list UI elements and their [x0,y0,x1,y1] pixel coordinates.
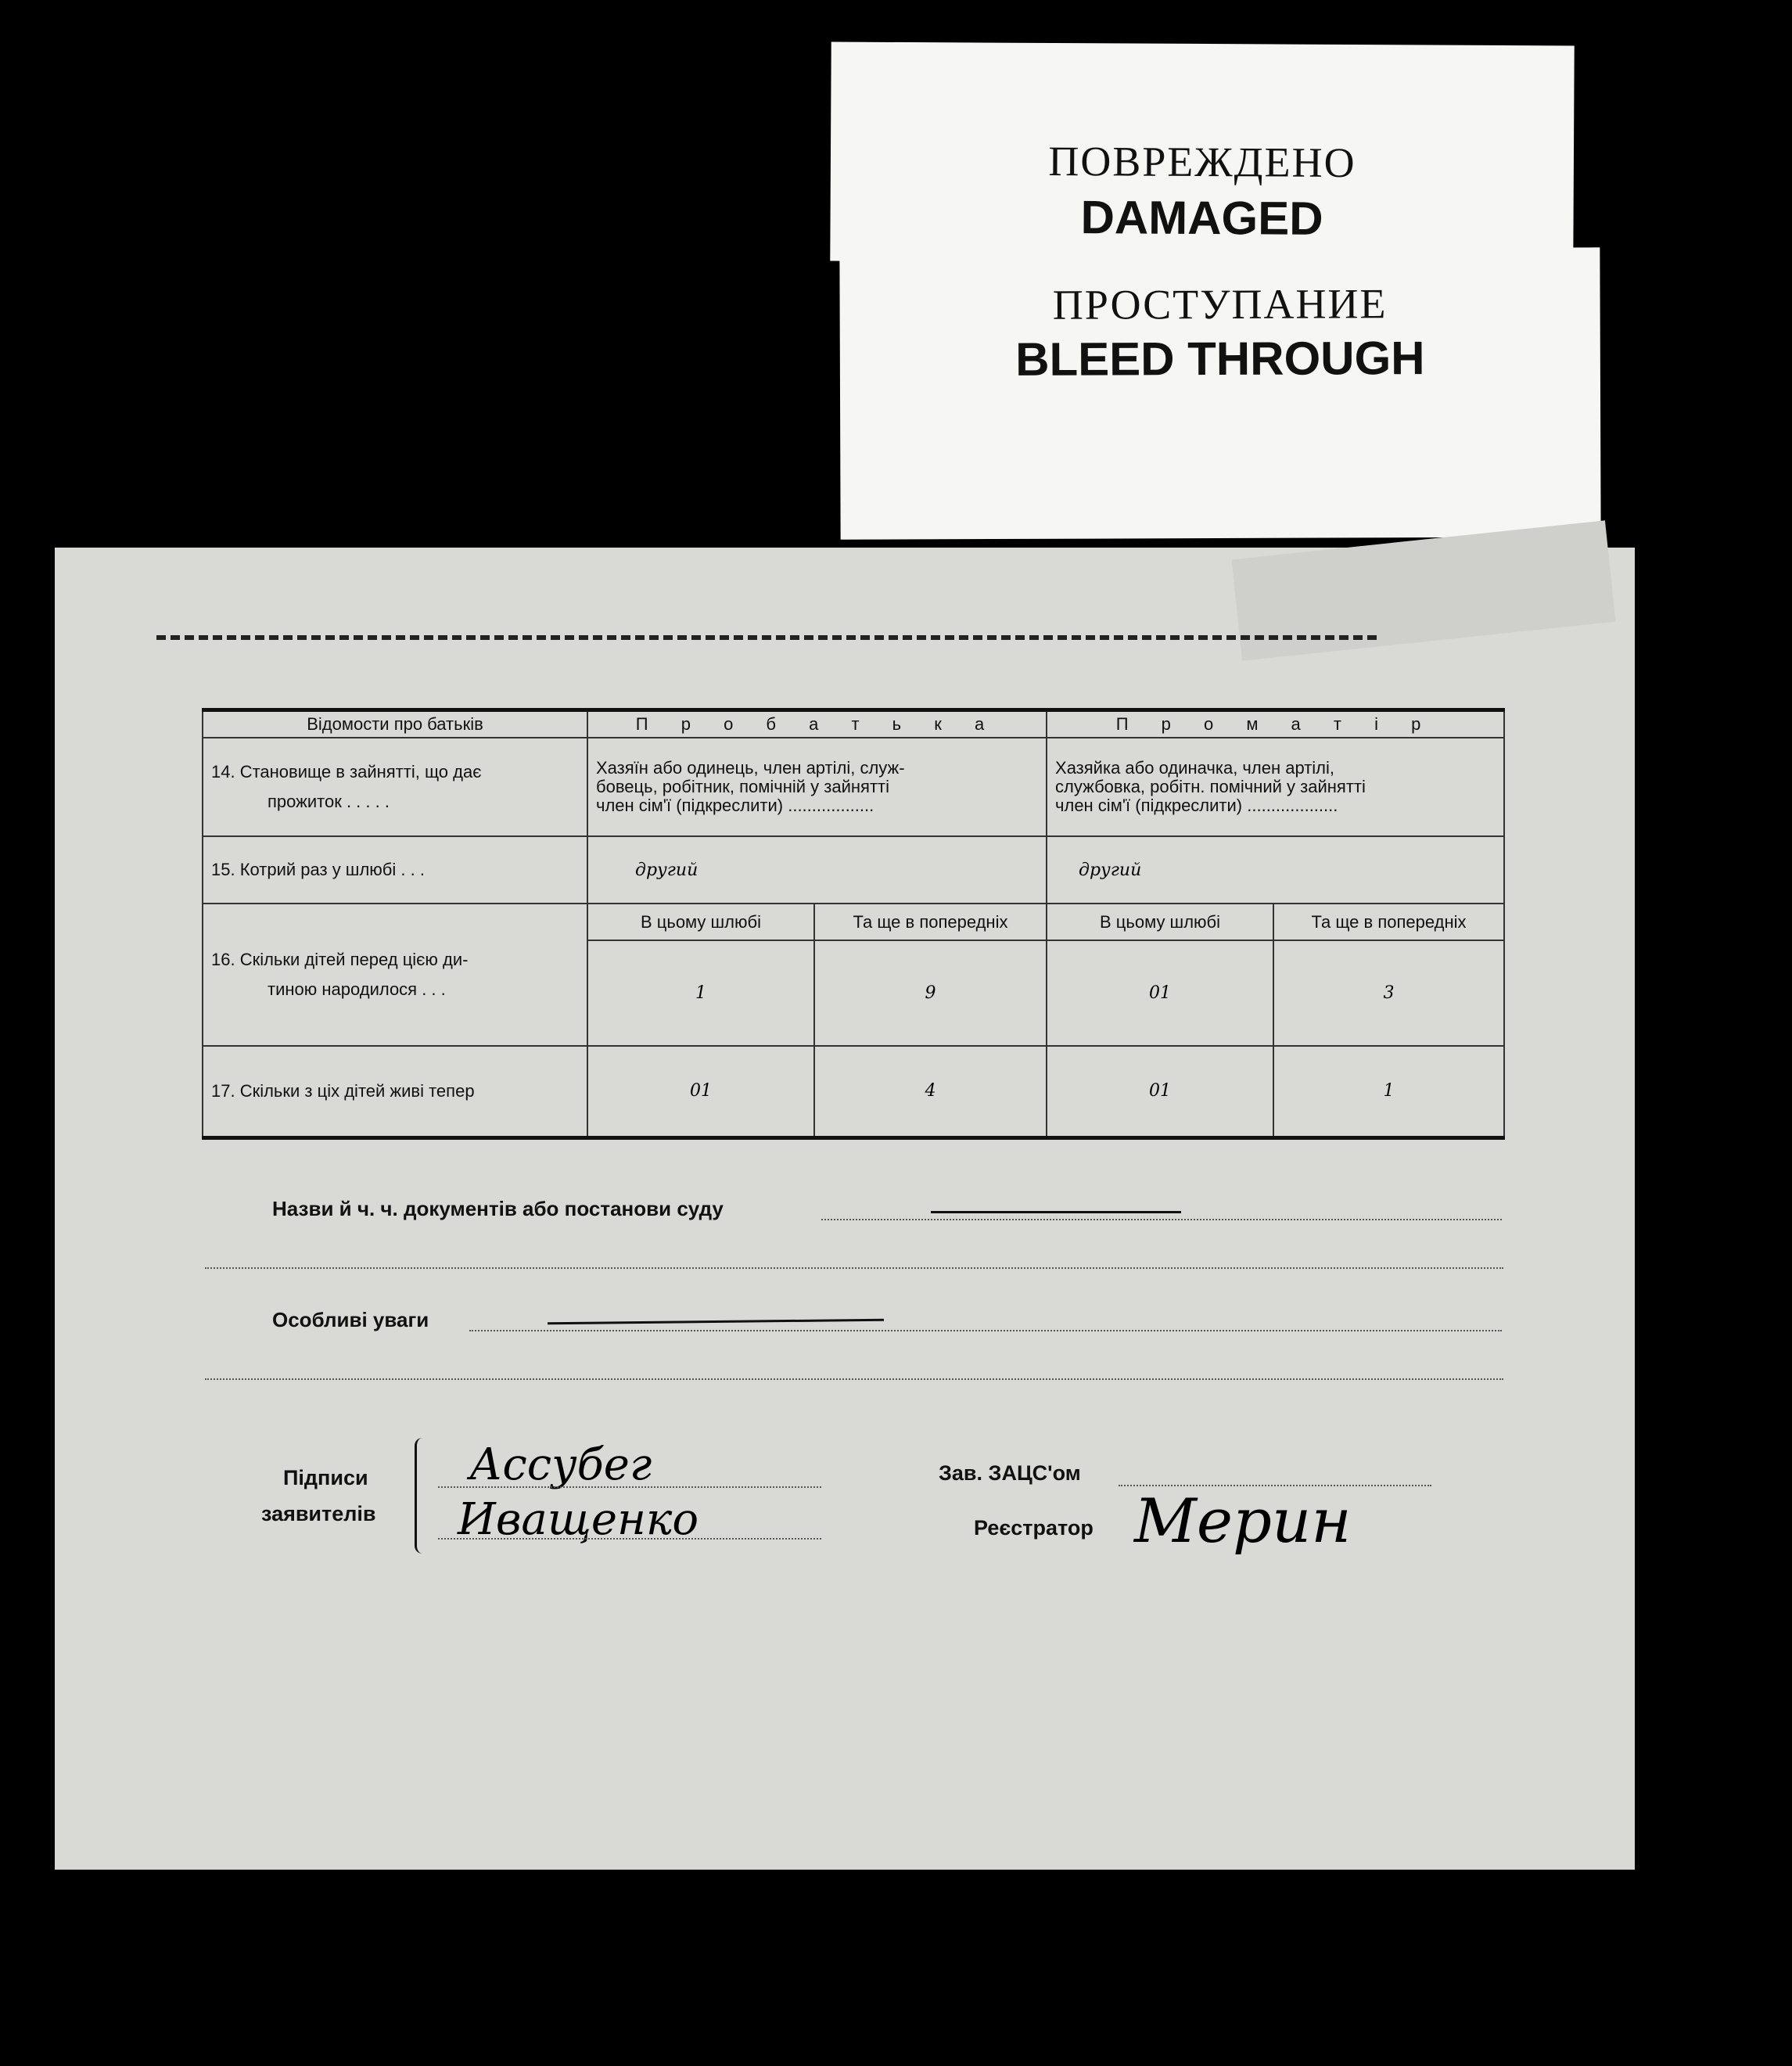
mother-previous-header: Та ще в попередніх [1273,904,1504,940]
row14-father-line2: бовець, робітник, помічній у зайнятті [596,776,890,796]
father-previous-header: Та ще в попередніх [814,904,1047,940]
row16-label-line2: тиною народилося . . . [268,979,446,999]
row16-mother-prev: 3 [1273,940,1504,1045]
row16-label [203,904,587,1045]
remarks-label: Особливі уваги [272,1308,429,1331]
row16-label-line1: 16. Скільки дітей перед цією ди- [211,949,469,969]
row15-mother-value: другий [1047,836,1504,904]
row17-label: 17. Скільки з ціх дітей живі тепер [203,1046,587,1138]
header-father: П р о б а т ь к а [587,710,1047,738]
father-this-marriage-header: В цьому шлюбі [587,904,814,940]
row16-father-this: 1 [587,940,814,1045]
applicant-signature-2: Иващенко [458,1494,699,1545]
mother-this-marriage-header: В цьому шлюбі [1047,904,1273,940]
remarks-line-1 [469,1330,1502,1331]
row17-father-this: 01 [587,1046,814,1138]
tear-line [156,635,1377,640]
row14-father-line3: член сім'ї (підкреслити) .................. [596,795,874,815]
row15-father-value: другий [587,836,1047,904]
table-subheader-row [203,904,1504,940]
damaged-ru-label: ПОВРЕЖДЕНО [1048,137,1356,187]
table-row-17 [203,1046,1504,1138]
row16-mother-this: 01 [1047,940,1273,1045]
row17-father-prev: 4 [814,1046,1047,1138]
row17-mother-prev: 1 [1273,1046,1504,1138]
row16-father-prev: 9 [814,940,1047,1045]
applicant-line-1 [438,1486,821,1488]
row15-label: 15. Котрий раз у шлюбі . . . [203,836,587,904]
applicant-signature-1: Ассубег [469,1439,652,1490]
row14-label-line1: 14. Становище в зайнятті, що дає [211,761,482,781]
table-row-14 [203,738,1504,836]
damaged-note [830,42,1574,265]
registrar-label: Реєстратор [974,1516,1094,1540]
header-mother: П р о м а т і р [1047,710,1504,738]
bleed-en-label: BLEED THROUGH [1015,332,1425,386]
documents-dash-stroke [931,1211,1181,1213]
row14-mother-line2: службовка, робітн. помічний у зайнятті [1055,776,1366,796]
documents-line-1 [821,1219,1502,1220]
row14-label-line2: прожиток . . . . . [268,791,390,811]
applicants-label-line2: заявителів [261,1502,376,1525]
documents-line-2 [205,1267,1503,1269]
row17-mother-this: 01 [1047,1046,1273,1138]
table-header-row [203,710,1504,738]
row14-father-line1: Хазяїн або одинець, член артілі, служ- [596,757,905,778]
damaged-en-label: DAMAGED [1080,191,1323,245]
row14-label [203,738,587,836]
documents-label: Назви й ч. ч. документів або постанови суду [272,1197,724,1220]
remarks-line-2 [205,1378,1503,1380]
row14-mother-line3: член сім'ї (підкреслити) ................... [1055,795,1338,815]
row14-mother-line1: Хазяйка або одиначка, член артілі, [1055,757,1334,778]
registrar-signature: Мерин [1134,1486,1352,1557]
header-parents-info: Відомости про батьків [203,710,587,738]
bleed-ru-label: ПРОСТУПАНИЕ [1052,280,1388,329]
head-zags-label: Зав. ЗАЦС'ом [939,1461,1081,1485]
applicants-label-line1: Підписи [283,1466,368,1489]
applicant-line-2 [438,1538,821,1540]
table-row-15 [203,836,1504,904]
row14-mother-options [1047,738,1504,836]
parents-info-table-wrap [202,708,1503,1140]
row14-father-options [587,738,1047,836]
parents-info-table [202,708,1505,1140]
bleed-through-note [839,247,1600,539]
applicants-brace [415,1438,428,1554]
